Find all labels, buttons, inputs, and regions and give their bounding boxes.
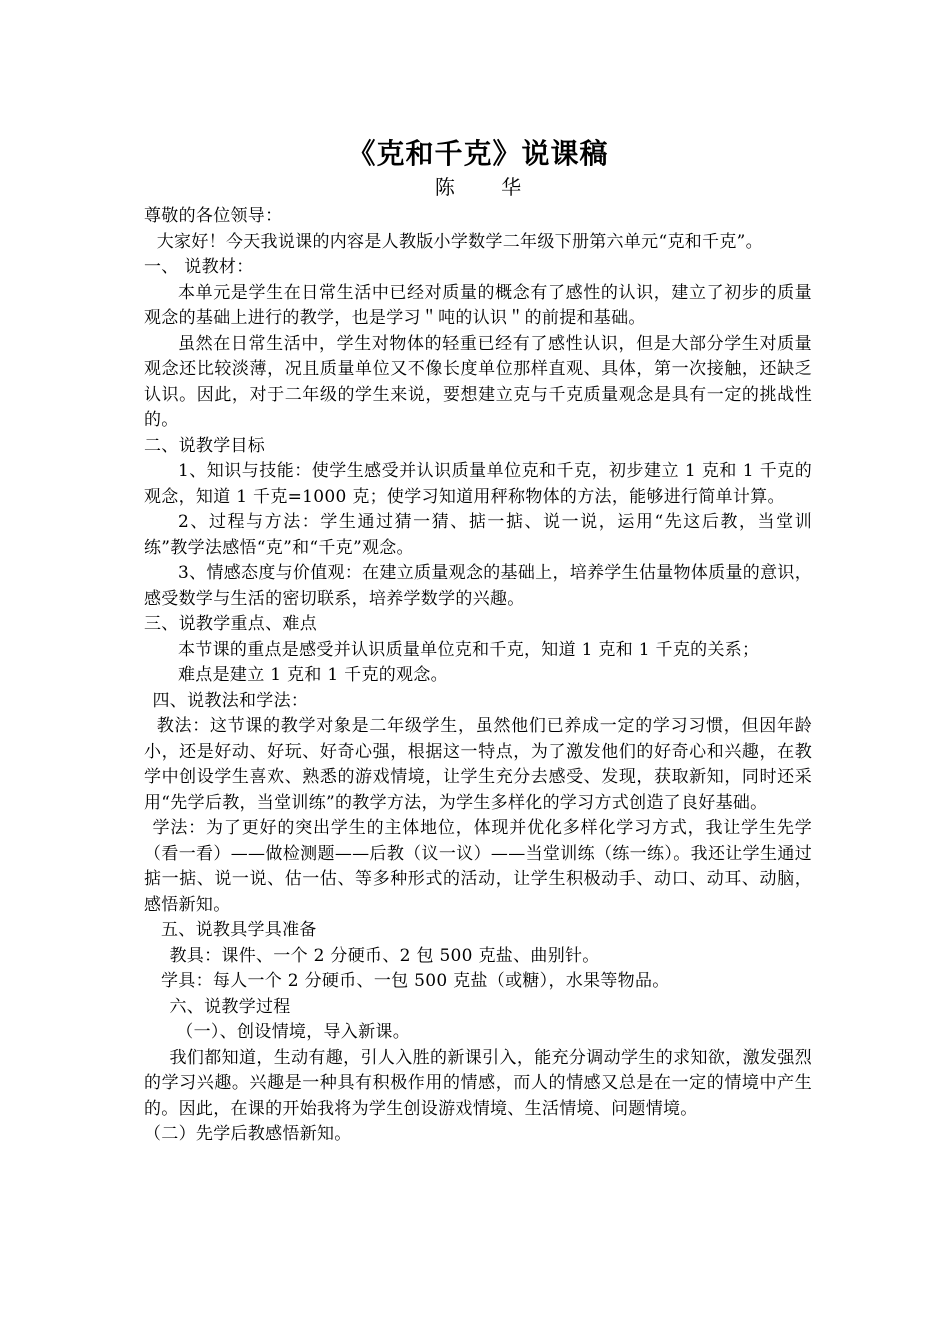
opening-paragraph: 大家好！今天我说课的内容是人教版小学数学二年级下册第六单元“克和千克”。 [156,231,763,252]
document-body [144,136,812,1148]
salutation: 尊敬的各位领导： [144,206,283,226]
paragraph-goal-1: 1、知识与技能：使学生感受并认识质量单位克和千克，初步建立 1 克和 1 千克的观念，知道 1 千克=1000 克；使学习知道用秤称物体的方法，能够进行简单计算。 [144,461,812,507]
paragraph-goal-3: 3、情感态度与价值观：在建立质量观念的基础上，培养学生估量物体质量的意识，感受数学与生活的密切联系，培养学数学的兴趣。 [144,563,812,609]
paragraph-textbook-1: 本单元是学生在日常生活中已经对质量的概念有了感性的认识，建立了初步的质量观念的基础上进行的教学，也是学习＂吨的认识＂的前提和基础。 [144,282,812,328]
subheading-process-1: （一）、创设情境，导入新课。 [176,1022,410,1042]
paragraph-key-point: 本节课的重点是感受并认识质量单位克和千克，知道 1 克和 1 千克的关系； [178,639,760,660]
section-heading-1: 一、 说教材： [144,257,254,277]
section-heading-3: 三、说教学重点、难点 [144,614,317,634]
paragraph-process-intro: 我们都知道，生动有趣，引人入胜的新课引入，能充分调动学生的求知欲，激发强烈的学习兴趣。兴趣是一种具有积极作用的情感，而人的情感又总是在一定的情境中产生的。因此，在课的开始我将为学生创设游戏情境、生活情境、问题情境。 [144,1047,812,1119]
section-heading-2: 二、说教学目标 [144,435,266,456]
section-heading-5: 五、说教具学具准备 [161,920,317,940]
paragraph-textbook-2: 虽然在日常生活中，学生对物体的轻重已经有了感性认识，但是大部分学生对质量观念还比较淡薄，况且质量单位又不像长度单位那样直观、具体，第一次接触，还缺乏认识。因此，对于二年级的学生来说，要想建立克与千克质量观念是具有一定的挑战性的。 [144,333,812,430]
section-heading-4: 四、说教法和学法： [152,690,309,711]
paragraph-teaching-aids: 教具：课件、一个 2 分硬币、2 包 500 克盐、曲别针。 [169,945,600,966]
paragraph-teaching-method: 教法：这节课的教学对象是二年级学生，虽然他们已养成一定的学习习惯，但因年龄小，还是好动、好玩、好奇心强，根据这一特点，为了激发他们的好奇心和兴趣，在教学中创设学生喜欢、熟悉的游戏情境，让学生充分去感受、发现，获取新知，同时还采用“先学后教，当堂训练”的教学方法，为学生多样化的学习方式创造了良好基础。 [144,716,812,813]
subheading-process-2: （二）先学后教感悟新知。 [144,1124,352,1144]
paragraph-goal-2: 2、过程与方法：学生通过猜一猜、掂一掂、说一说，运用“先这后教，当堂训练”教学法感悟“克”和“千克”观念。 [144,512,812,558]
section-heading-6: 六、说教学过程 [169,996,291,1017]
document-title: 《克和千克》说课稿 [347,137,609,170]
author-name: 陈 华 [434,175,542,199]
paragraph-difficulty: 难点是建立 1 克和 1 千克的观念。 [178,665,448,685]
paragraph-learning-aids: 学具：每人一个 2 分硬币、一包 500 克盐（或糖），水果等物品。 [161,971,670,991]
paragraph-learning-method: 学法：为了更好的突出学生的主体地位，体现并优化多样化学习方式，我让学生先学（看一看）——做检测题——后教（议一议）——当堂训练（练一练）。我还让学生通过掂一掂、说一说、估一估、等多种形式的活动，让学生积极动手、动口、动耳、动脑，感悟新知。 [144,818,812,915]
